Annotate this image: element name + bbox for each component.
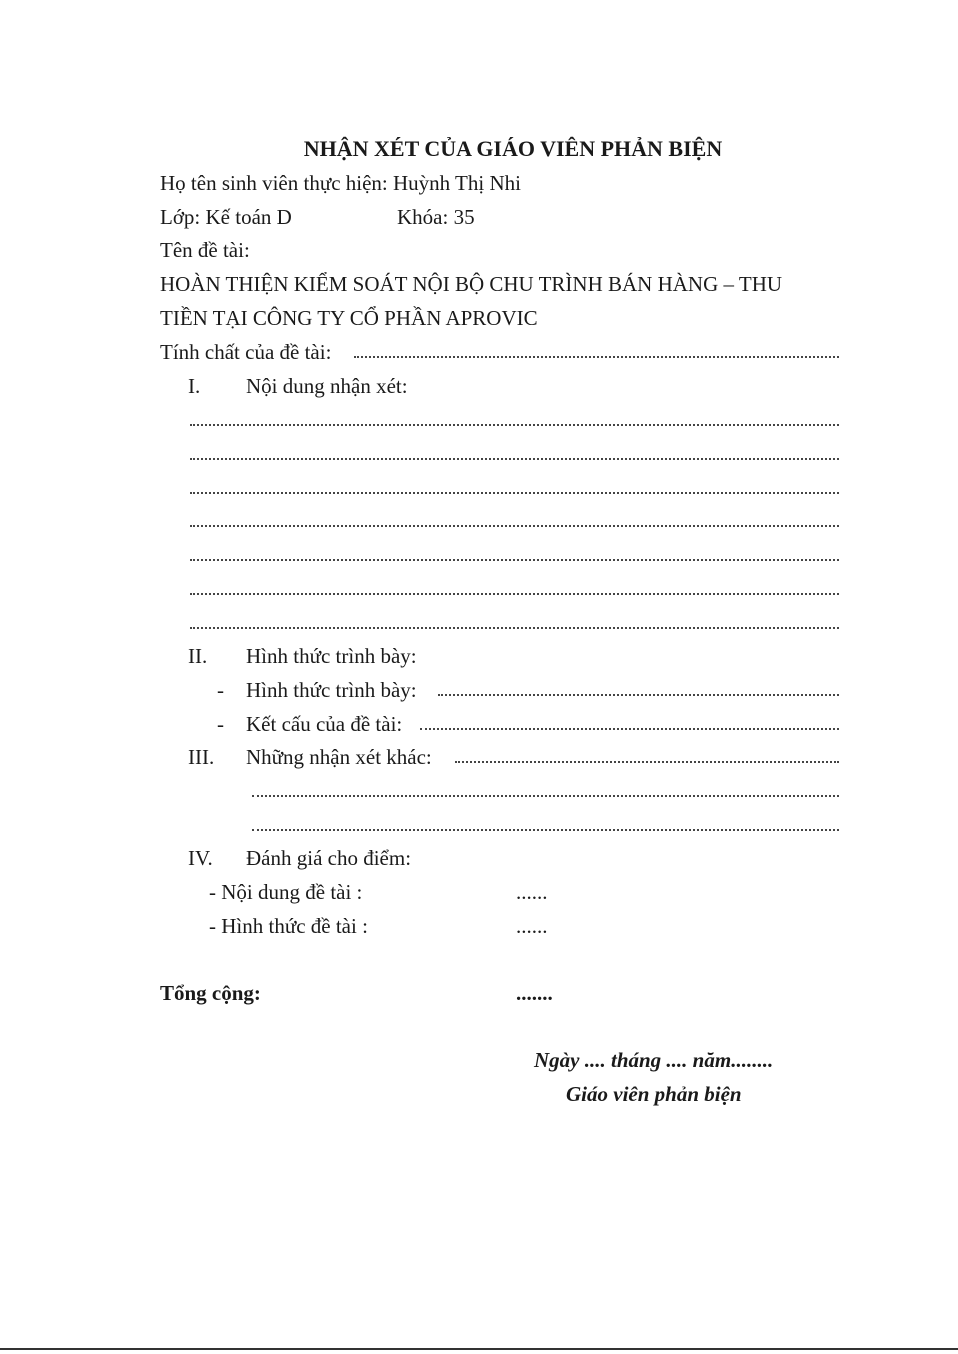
content-score-value: ...... xyxy=(516,880,548,904)
course-label: Khóa: 35 xyxy=(397,205,475,229)
section-2-number: II. xyxy=(188,644,208,668)
dotted-line xyxy=(252,791,839,797)
dotted-line xyxy=(455,757,839,763)
dotted-line xyxy=(190,454,839,460)
dotted-line xyxy=(190,420,839,426)
dotted-line xyxy=(190,555,839,561)
section-4-label: Đánh giá cho điểm: xyxy=(246,846,412,870)
page-title: NHẬN XÉT CỦA GIÁO VIÊN PHẢN BIỆN xyxy=(303,136,723,161)
dotted-line xyxy=(420,724,839,730)
topic-title-line1: HOÀN THIỆN KIỂM SOÁT NỘI BỘ CHU TRÌNH BÁN HÀNG – THU xyxy=(160,272,783,296)
total-value: ....... xyxy=(516,981,553,1005)
form-score-label: - Hình thức đề tài : xyxy=(209,914,368,938)
dotted-line xyxy=(190,589,839,595)
dotted-line xyxy=(354,352,839,358)
section-1-label: Nội dung nhận xét: xyxy=(246,374,408,398)
dotted-line xyxy=(190,521,839,527)
dotted-line xyxy=(190,488,839,494)
bullet: - xyxy=(217,712,224,736)
dotted-line xyxy=(190,623,839,629)
topic-structure-label: Kết cấu của đề tài: xyxy=(246,712,403,736)
signature-role: Giáo viên phản biện xyxy=(566,1082,742,1106)
signature-date-line: Ngày .... tháng .... năm........ xyxy=(534,1048,774,1072)
section-4-number: IV. xyxy=(188,846,213,870)
form-score-value: ...... xyxy=(516,914,548,938)
section-1-number: I. xyxy=(188,374,201,398)
student-name-line: Họ tên sinh viên thực hiện: Huỳnh Thị Nhi xyxy=(160,171,521,195)
section-3-label: Những nhận xét khác: xyxy=(246,745,432,769)
class-label: Lớp: Kế toán D xyxy=(160,205,292,229)
section-2-label: Hình thức trình bày: xyxy=(246,644,417,668)
topic-nature-label: Tính chất của đề tài: xyxy=(160,340,332,364)
topic-label: Tên đề tài: xyxy=(160,238,250,262)
dotted-line xyxy=(252,825,839,831)
page-bottom-border xyxy=(0,1348,958,1350)
content-score-label: - Nội dung đề tài : xyxy=(209,880,363,904)
total-label: Tổng cộng: xyxy=(160,981,261,1005)
dotted-line xyxy=(438,690,839,696)
bullet: - xyxy=(217,678,224,702)
section-3-number: III. xyxy=(188,745,215,769)
presentation-form-label: Hình thức trình bày: xyxy=(246,678,417,702)
topic-title-line2: TIỀN TẠI CÔNG TY CỔ PHẦN APROVIC xyxy=(160,306,538,330)
